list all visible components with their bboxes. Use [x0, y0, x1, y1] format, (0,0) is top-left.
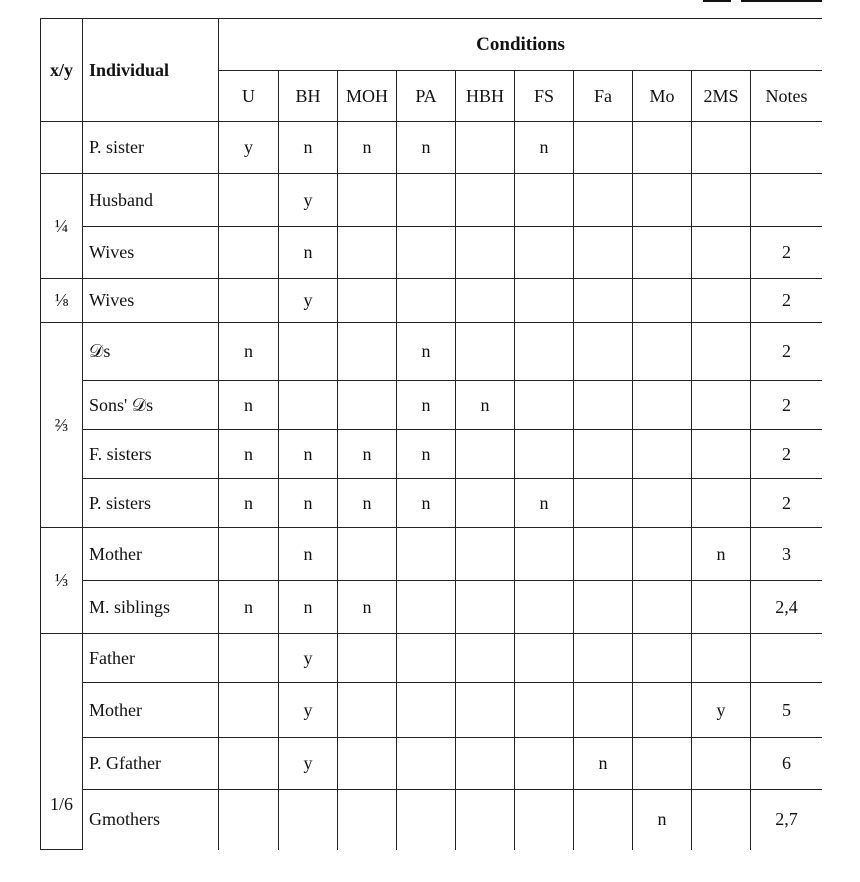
cell-fa [574, 279, 633, 323]
share-cell: ⅛ [41, 279, 83, 323]
cell-fa [574, 581, 633, 634]
cell-hbh [456, 430, 515, 479]
cell-bh: n [279, 430, 338, 479]
cell-bh: n [279, 122, 338, 174]
cell-hbh [456, 174, 515, 227]
cell-bh: y [279, 738, 338, 790]
cell-fa [574, 122, 633, 174]
cell-2ms: y [692, 683, 751, 738]
table-row [41, 790, 823, 850]
individual-cell: Gmothers [83, 790, 219, 850]
cell-u [219, 227, 279, 279]
cell-hbh [456, 279, 515, 323]
cell-notes: 2 [751, 430, 823, 479]
column-header-bh: BH [279, 71, 338, 122]
cell-fs [515, 528, 574, 581]
column-header-fs: FS [515, 71, 574, 122]
cell-fs [515, 430, 574, 479]
conditions-table [40, 18, 822, 850]
cell-fs [515, 279, 574, 323]
cell-hbh [456, 122, 515, 174]
cell-pa [397, 227, 456, 279]
table-row [41, 479, 823, 528]
cell-u: y [219, 122, 279, 174]
cell-notes: 6 [751, 738, 823, 790]
cell-mo [633, 279, 692, 323]
cell-bh [279, 323, 338, 381]
top-rule-left [703, 0, 731, 2]
cell-pa [397, 790, 456, 850]
cell-pa [397, 174, 456, 227]
cell-notes: 2,4 [751, 581, 823, 634]
cell-pa [397, 738, 456, 790]
cell-notes: 3 [751, 528, 823, 581]
cell-moh [338, 634, 397, 683]
cell-2ms [692, 790, 751, 850]
cell-2ms [692, 227, 751, 279]
xy-header: x/y [41, 19, 83, 122]
cell-mo [633, 738, 692, 790]
individual-cell: Father [83, 634, 219, 683]
cell-bh: y [279, 683, 338, 738]
cell-bh [279, 381, 338, 430]
cell-fa [574, 430, 633, 479]
cell-mo [633, 430, 692, 479]
cell-mo [633, 381, 692, 430]
cell-mo [633, 683, 692, 738]
cell-moh: n [338, 122, 397, 174]
cell-fs: n [515, 479, 574, 528]
cell-hbh: n [456, 381, 515, 430]
cell-u [219, 790, 279, 850]
cell-mo [633, 122, 692, 174]
cell-fs [515, 790, 574, 850]
cell-fs: n [515, 122, 574, 174]
cell-notes: 2 [751, 227, 823, 279]
cell-fa [574, 634, 633, 683]
cell-hbh [456, 323, 515, 381]
cell-mo [633, 323, 692, 381]
cell-fa: n [574, 738, 633, 790]
share-cell [41, 122, 83, 174]
column-header-notes: Notes [751, 71, 823, 122]
cell-notes [751, 122, 823, 174]
cell-2ms [692, 738, 751, 790]
cell-2ms [692, 279, 751, 323]
cell-2ms [692, 122, 751, 174]
cell-pa: n [397, 323, 456, 381]
cell-moh: n [338, 479, 397, 528]
cell-bh: y [279, 634, 338, 683]
cell-pa: n [397, 430, 456, 479]
cell-fs [515, 381, 574, 430]
cell-u: n [219, 323, 279, 381]
cell-pa: n [397, 122, 456, 174]
cell-hbh [456, 790, 515, 850]
cell-fs [515, 634, 574, 683]
cell-fa [574, 683, 633, 738]
cell-notes: 2,7 [751, 790, 823, 850]
column-header-mo: Mo [633, 71, 692, 122]
cell-u [219, 634, 279, 683]
cell-mo [633, 479, 692, 528]
cell-moh: n [338, 581, 397, 634]
table-row [41, 227, 823, 279]
share-cell: 1/6 [41, 634, 83, 850]
cell-fs [515, 683, 574, 738]
cell-u: n [219, 430, 279, 479]
cell-pa [397, 683, 456, 738]
individual-cell: P. sister [83, 122, 219, 174]
conditions-header: Conditions [219, 19, 823, 71]
cell-hbh [456, 738, 515, 790]
cell-mo [633, 634, 692, 683]
cell-fa [574, 227, 633, 279]
table-row [41, 174, 823, 227]
individual-cell: 𝒟s [83, 323, 219, 381]
share-cell: ⅔ [41, 323, 83, 528]
cell-bh: n [279, 528, 338, 581]
cell-bh: y [279, 279, 338, 323]
cell-2ms [692, 479, 751, 528]
cell-notes [751, 634, 823, 683]
cell-2ms [692, 430, 751, 479]
cell-2ms [692, 581, 751, 634]
cell-fs [515, 581, 574, 634]
cell-fa [574, 174, 633, 227]
cell-mo [633, 227, 692, 279]
cell-u [219, 683, 279, 738]
cell-fa [574, 479, 633, 528]
cell-mo [633, 174, 692, 227]
cell-fa [574, 528, 633, 581]
individual-cell: M. siblings [83, 581, 219, 634]
cell-moh [338, 227, 397, 279]
table-row [41, 323, 823, 381]
cell-notes [751, 174, 823, 227]
individual-cell: Mother [83, 683, 219, 738]
cell-fs [515, 227, 574, 279]
cell-hbh [456, 581, 515, 634]
top-rule-right [741, 0, 822, 2]
cell-moh [338, 174, 397, 227]
cell-u [219, 279, 279, 323]
cell-notes: 2 [751, 381, 823, 430]
cell-mo: n [633, 790, 692, 850]
cell-u: n [219, 479, 279, 528]
column-header-2ms: 2MS [692, 71, 751, 122]
column-header-hbh: HBH [456, 71, 515, 122]
cell-moh [338, 279, 397, 323]
cell-moh [338, 528, 397, 581]
table-row [41, 738, 823, 790]
cell-hbh [456, 227, 515, 279]
cell-u [219, 174, 279, 227]
cell-bh [279, 790, 338, 850]
cell-fs [515, 738, 574, 790]
column-header-fa: Fa [574, 71, 633, 122]
cell-bh: n [279, 227, 338, 279]
cell-notes: 5 [751, 683, 823, 738]
cell-mo [633, 528, 692, 581]
cell-fa [574, 790, 633, 850]
cell-notes: 2 [751, 479, 823, 528]
cell-2ms [692, 323, 751, 381]
share-cell: ¼ [41, 174, 83, 279]
cell-hbh [456, 634, 515, 683]
table-row [41, 683, 823, 738]
column-header-moh: MOH [338, 71, 397, 122]
cell-bh: y [279, 174, 338, 227]
table-row [41, 122, 823, 174]
cell-pa [397, 634, 456, 683]
cell-bh: n [279, 479, 338, 528]
cell-notes: 2 [751, 279, 823, 323]
individual-cell: Mother [83, 528, 219, 581]
cell-moh [338, 381, 397, 430]
cell-moh [338, 790, 397, 850]
share-cell: ⅓ [41, 528, 83, 634]
cell-pa: n [397, 479, 456, 528]
cell-notes: 2 [751, 323, 823, 381]
table-row [41, 381, 823, 430]
cell-moh: n [338, 430, 397, 479]
cell-hbh [456, 683, 515, 738]
column-header-pa: PA [397, 71, 456, 122]
cell-pa: n [397, 381, 456, 430]
cell-2ms: n [692, 528, 751, 581]
cell-mo [633, 581, 692, 634]
table-row [41, 528, 823, 581]
cell-pa [397, 279, 456, 323]
cell-2ms [692, 381, 751, 430]
table-row [41, 634, 823, 683]
table-row [41, 430, 823, 479]
cell-hbh [456, 528, 515, 581]
cell-fa [574, 323, 633, 381]
individual-cell: Wives [83, 227, 219, 279]
cell-u [219, 738, 279, 790]
individual-cell: Sons' 𝒟s [83, 381, 219, 430]
column-header-u: U [219, 71, 279, 122]
cell-hbh [456, 479, 515, 528]
cell-u: n [219, 381, 279, 430]
cell-pa [397, 581, 456, 634]
table-row [41, 279, 823, 323]
table-frame [40, 18, 822, 880]
cell-fs [515, 323, 574, 381]
individual-cell: P. Gfather [83, 738, 219, 790]
individual-cell: P. sisters [83, 479, 219, 528]
cell-2ms [692, 174, 751, 227]
cell-u [219, 528, 279, 581]
individual-cell: F. sisters [83, 430, 219, 479]
cell-2ms [692, 634, 751, 683]
cell-pa [397, 528, 456, 581]
individual-cell: Husband [83, 174, 219, 227]
table-row [41, 581, 823, 634]
cell-fs [515, 174, 574, 227]
cell-u: n [219, 581, 279, 634]
cell-moh [338, 738, 397, 790]
cell-bh: n [279, 581, 338, 634]
cell-moh [338, 683, 397, 738]
cell-fa [574, 381, 633, 430]
individual-cell: Wives [83, 279, 219, 323]
cell-moh [338, 323, 397, 381]
individual-header: Individual [83, 19, 219, 122]
